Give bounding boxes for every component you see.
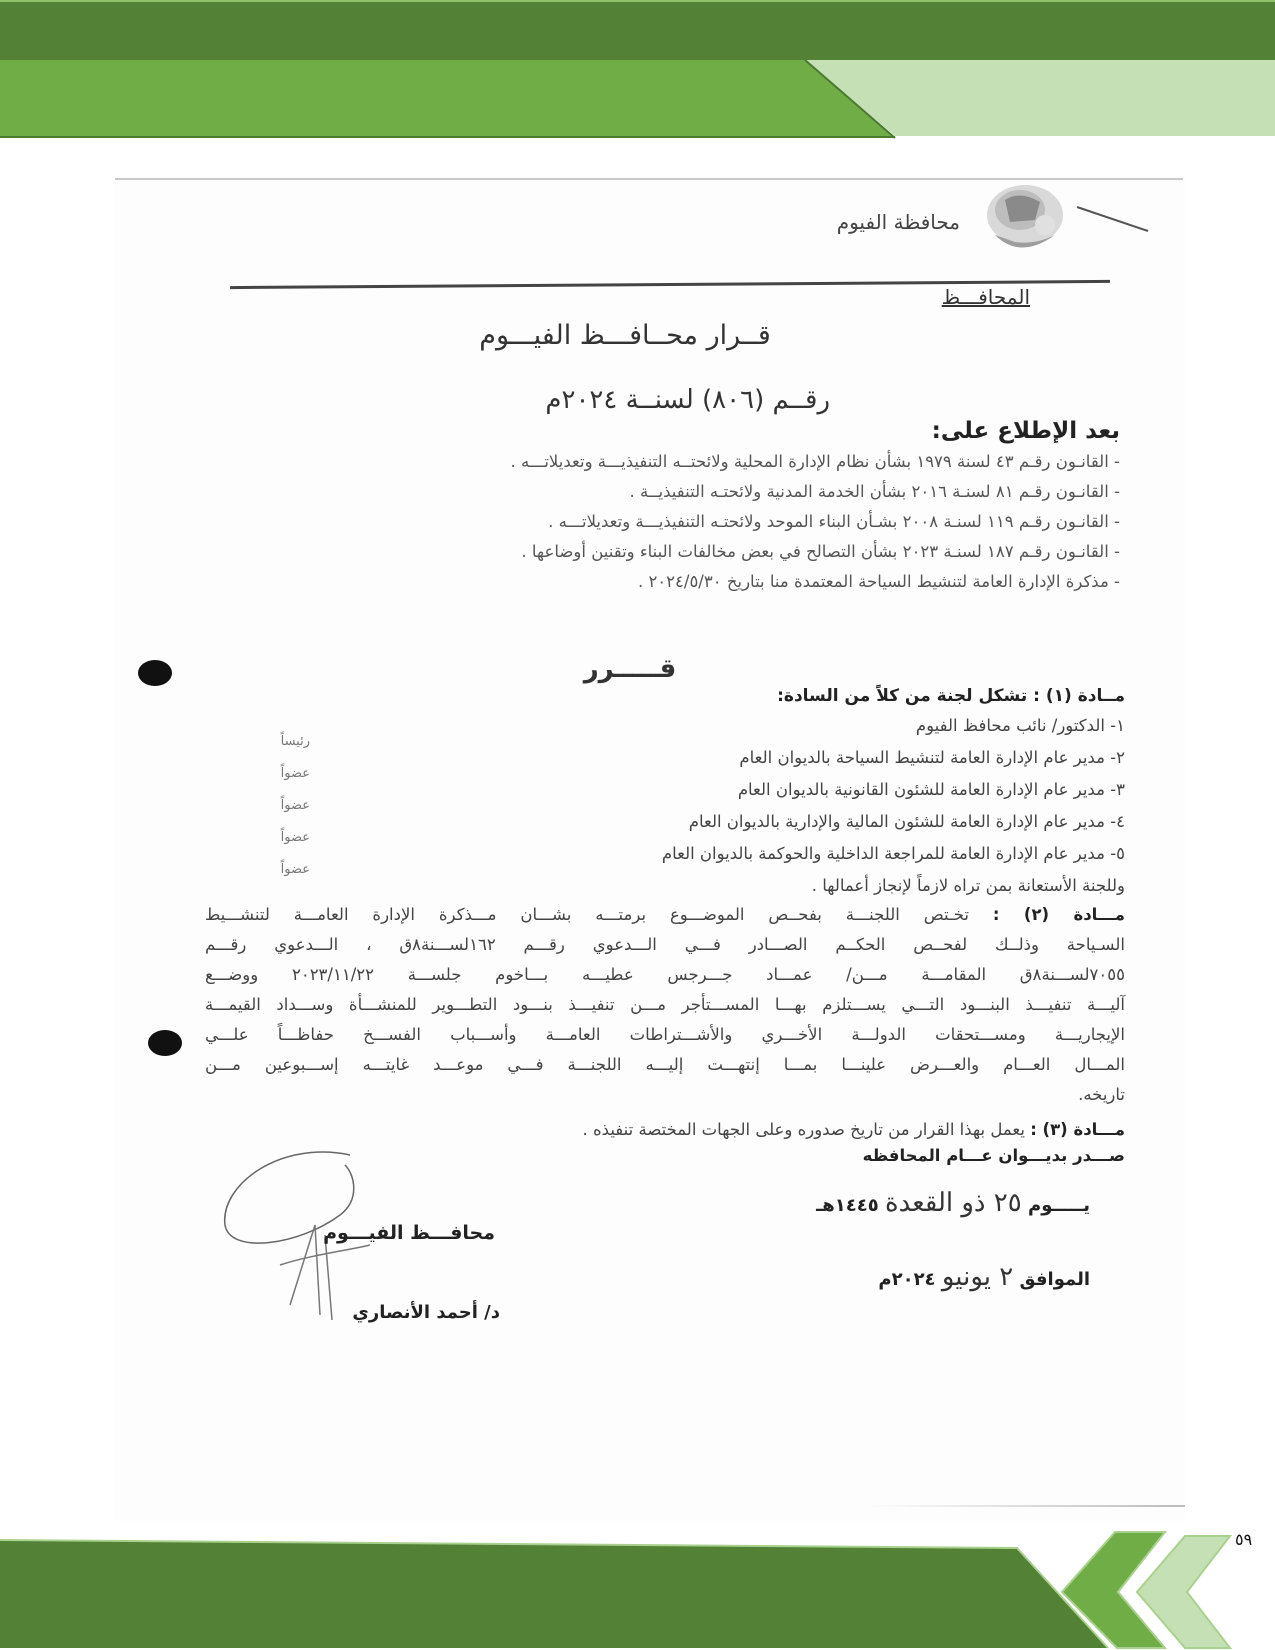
preamble-item: - القانـون رقـم ١١٩ لسنـة ٢٠٠٨ بشـأن البناء الموحد ولائحتـه التنفيذيـــة وتعديلاتـــه . xyxy=(548,512,1120,531)
article-2-heading: مـــادة (٢) : xyxy=(992,905,1126,924)
date-gregorian-year: ٢٠٢٤م xyxy=(878,1269,936,1290)
preamble-item: - القانـون رقـم ٤٣ لسنة ١٩٧٩ بشأن نظام الإدارة المحلية ولائحتــه التنفيذيـــة وتعديلاتـــه . xyxy=(510,452,1120,471)
footer-dark-band xyxy=(0,1540,1108,1648)
article-2-line: آليـــة تنفيـــذ البنـــود التـــي يســـتلزم بهـــا المســـتأجر مـــن تنفيـــذ بنـــود التطـــوير للمنشـــأة وســـداد القيمـــة xyxy=(205,995,1125,1014)
decree-number-handwritten: ٨٠٦ xyxy=(712,385,755,415)
member-role: عضواً xyxy=(280,830,310,845)
article-1-heading: مــادة (١) : تشكل لجنة من كلاً من السادة: xyxy=(777,686,1125,706)
footer-banner xyxy=(0,1530,1275,1650)
committee-member: ٢- مدير عام الإدارة العامة لتنشيط السياحة بالديوان العام xyxy=(739,748,1125,767)
header-top-band xyxy=(0,0,1275,60)
decree-number-suffix: ) لسنــة ٢٠٢٤م xyxy=(545,385,713,415)
header-mid-band xyxy=(0,60,895,138)
date-hijri-handwritten: ٢٥ ذو القعدة xyxy=(885,1188,1022,1218)
decree-number-prefix: رقــم ( xyxy=(754,385,830,415)
punch-hole xyxy=(148,1030,182,1056)
article-3-heading: مـــادة (٣) : xyxy=(1030,1120,1125,1139)
preamble-item: - مذكرة الإدارة العامة لتنشيط السياحة المعتمدة منا بتاريخ ٢٠٢٤/٥/٣٠ . xyxy=(637,572,1120,591)
decree-title: قــرار محــافـــظ الفيـــوم xyxy=(479,320,771,351)
article-2-line: ٧٠٥٥لســـنة٨ق المقامـــة مـــن/ عمـــاد جـــرجس عطيـــه بـــاخوم جلســـة ٢٠٢٣/١١/٢٢ ووضـــع xyxy=(205,965,1125,984)
committee-member: ٤- مدير عام الإدارة العامة للشئون المالية والإدارية بالديوان العام xyxy=(688,812,1125,831)
page-number: ٥٩ xyxy=(1235,1530,1253,1549)
preamble-item: - القانـون رقـم ٨١ لسنـة ٢٠١٦ بشأن الخدمة المدنية ولائحتـه التنفيذيــة . xyxy=(629,482,1120,501)
divider-line xyxy=(860,1505,1185,1507)
member-role: عضواً xyxy=(280,766,310,781)
header-top-highlight xyxy=(0,0,1275,2)
fayoum-governorate-emblem-icon xyxy=(975,180,1065,260)
member-role: عضواً xyxy=(280,798,310,813)
date-gregorian-prefix: الموافق xyxy=(1019,1269,1090,1290)
governorate-name: محافظة الفيوم xyxy=(836,210,960,234)
signatory-name: د/ أحمد الأنصاري xyxy=(352,1302,500,1323)
decorative-stroke xyxy=(1075,205,1150,233)
date-gregorian xyxy=(710,1262,1090,1292)
article-2-line: المـــال العـــام والعـــرض علينـــا بمـــا إنتهـــت إليـــه اللجنـــة فـــي موعـــد غايتـــه إســـبوعين مـــن xyxy=(205,1055,1125,1074)
article-2-line-text: تخـتص اللجنـــة بفحــص الموضـــوع برمتـــه بشـــان مـــذكرة الإدارة العامـــة لتنشـــيط xyxy=(205,905,969,924)
member-role: رئيساً xyxy=(280,734,310,749)
committee-member: ٣- مدير عام الإدارة العامة للشئون القانونية بالديوان العام xyxy=(737,780,1125,799)
article-1-footer: وللجنة الأستعانة بمن تراه لازماً لإنجاز أعمالها . xyxy=(811,876,1125,895)
article-2-line: السـياحة وذلــك لفحــص الحكــم الصـــادر فـــي الـــدعوي رقـــم ١٦٢لســـنة٨ق ، الـــدعوي رقـــم xyxy=(205,935,1126,954)
article-2-line: تاريخه. xyxy=(1078,1085,1125,1104)
member-role: عضواً xyxy=(280,862,310,877)
preamble-item: - القانـون رقـم ١٨٧ لسنـة ٢٠٢٣ بشأن التصالح في بعض مخالفات البناء وتقنين أوضاعها . xyxy=(521,542,1120,561)
header-banner xyxy=(0,0,1275,140)
article-3-text: يعمل بهذا القرار من تاريخ صدوره وعلى الجهات المختصة تنفيذه . xyxy=(582,1120,1025,1139)
date-hijri-prefix: يـــــوم xyxy=(1028,1195,1090,1216)
issued-statement: صـــدر بديـــوان عـــام المحافظه xyxy=(862,1146,1125,1165)
article-3 xyxy=(420,1120,1125,1139)
office-label: المحافـــظ xyxy=(941,285,1030,309)
committee-member: ٥- مدير عام الإدارة العامة للمراجعة الداخلية والحوكمة بالديوان العام xyxy=(661,844,1125,863)
preamble-heading: بعد الإطلاع على: xyxy=(931,418,1120,444)
date-gregorian-handwritten: ٢ يونيو xyxy=(941,1262,1014,1292)
punch-hole xyxy=(138,660,172,686)
committee-member: ١- الدكتور/ نائب محافظ الفيوم xyxy=(915,716,1125,735)
date-hijri-year: ١٤٤٥هـ xyxy=(816,1195,879,1216)
date-hijri xyxy=(710,1188,1090,1218)
article-2-line: الإيجاريـــة ومســـتحقات الدولـــة الأخـــري والأشـــتراطات العامـــة وأســـباب الفســـخ حفاظـــاً علـــي xyxy=(205,1025,1125,1044)
decree-number xyxy=(450,385,830,415)
article-2-line xyxy=(205,905,1125,924)
signatory-title: محافـــظ الفيـــوم xyxy=(323,1222,495,1244)
decided-heading: قـــــرر xyxy=(583,654,677,684)
